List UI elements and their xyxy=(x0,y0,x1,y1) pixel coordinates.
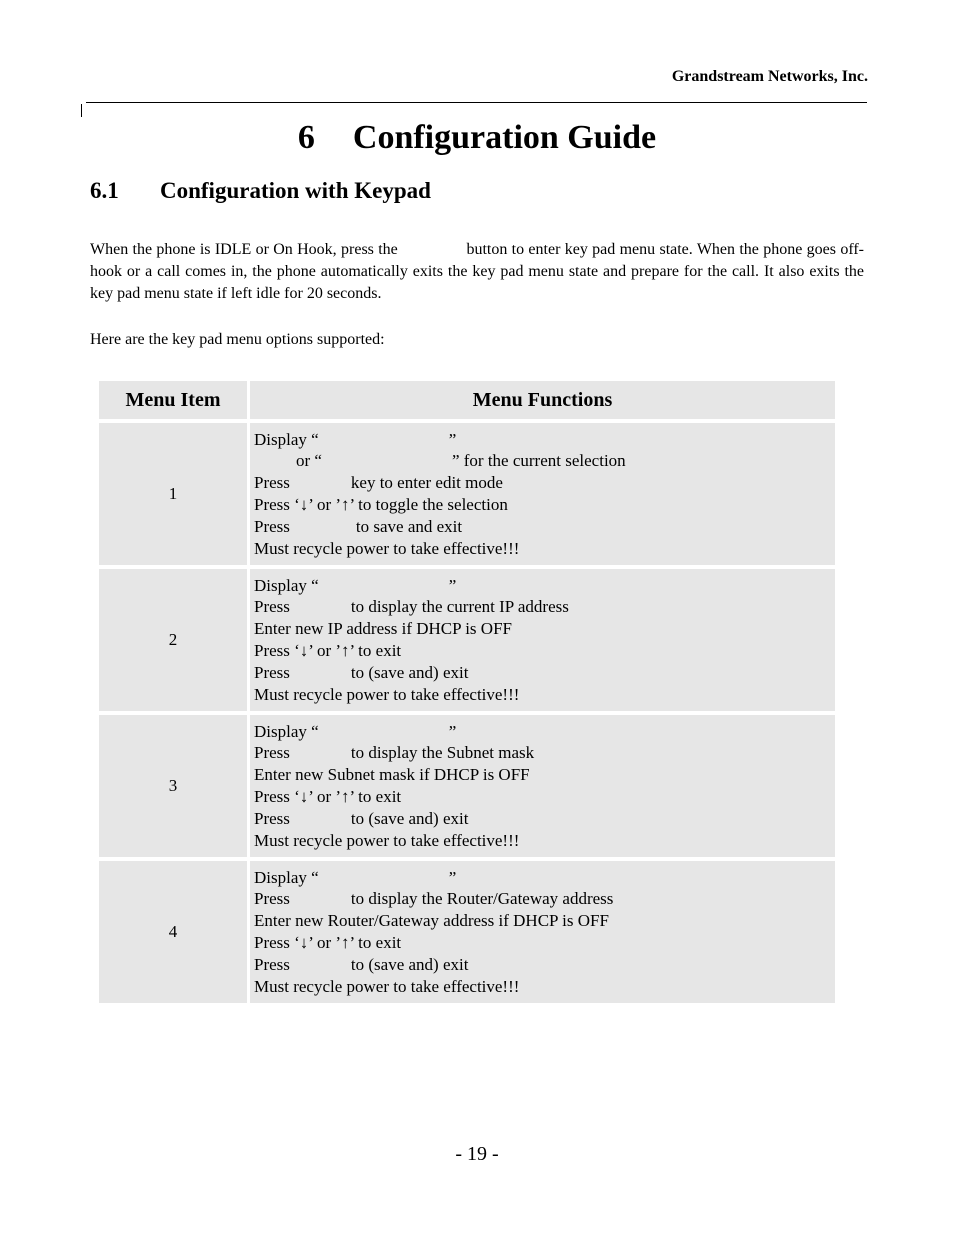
text-line: to display the Router/Gateway address xyxy=(350,889,614,909)
text-line: Press xyxy=(254,808,290,828)
text-line: ” xyxy=(448,721,457,741)
text-line: ” xyxy=(448,867,457,887)
text-line: Display “ xyxy=(254,429,319,449)
text-line: to (save and) exit xyxy=(350,808,469,828)
header-rule xyxy=(86,102,867,103)
menu-options-intro: Here are the key pad menu options supported: xyxy=(90,331,385,348)
table-row xyxy=(99,423,835,565)
chapter-title: Configuration Guide xyxy=(352,119,657,156)
table-row xyxy=(99,569,835,711)
text-line: ” xyxy=(448,429,457,449)
text-line: to display the current IP address xyxy=(350,597,569,617)
menu-functions-cell xyxy=(250,715,835,857)
text-line: to (save and) exit xyxy=(350,662,469,682)
text-line: Press xyxy=(254,889,290,909)
text-line: Press xyxy=(254,473,290,493)
paragraph-part-1: When the phone is IDLE or On Hook, press the xyxy=(90,241,398,258)
text-line: Enter new IP address if DHCP is OFF xyxy=(254,619,512,639)
text-line: Display “ xyxy=(254,721,319,741)
text-line: Press ‘↓’ or ’↑’ to exit xyxy=(254,933,402,952)
text-line: Press xyxy=(254,516,290,536)
text-line: Must recycle power to take effective!!! xyxy=(254,830,520,850)
section-heading xyxy=(90,176,431,206)
text-line: Press ‘↓’ or ’↑’ to toggle the selection xyxy=(254,495,508,514)
text-line: to display the Subnet mask xyxy=(350,743,535,763)
text-line: to save and exit xyxy=(355,516,463,536)
text-line: Must recycle power to take effective!!! xyxy=(254,976,520,996)
text-line: Enter new Subnet mask if DHCP is OFF xyxy=(254,765,530,785)
header-menu-functions: Menu Functions xyxy=(250,381,835,419)
text-line: ” for the current selection xyxy=(451,451,626,471)
menu-item-number: 3 xyxy=(99,715,247,857)
text-line: Press xyxy=(254,743,290,763)
keypad-menu-table xyxy=(96,377,838,1007)
text-line: Press xyxy=(254,597,290,617)
table-row xyxy=(99,861,835,1003)
menu-functions-cell xyxy=(250,423,835,565)
text-line: Display “ xyxy=(254,575,319,595)
intro-paragraph xyxy=(90,239,864,305)
company-name: Grandstream Networks, Inc. xyxy=(671,68,868,85)
paragraph-part-2: button to enter key pad menu state. When the phone goes off-hook or a call comes in, the phone automatically exits the key pad menu state and prepare for the call. It also exits the key pad menu state if left idle for 20 seconds. xyxy=(90,241,865,302)
text-line: Press xyxy=(254,662,290,682)
menu-functions-cell xyxy=(250,569,835,711)
text-line: key to enter edit mode xyxy=(350,473,503,493)
text-line: Press ‘↓’ or ’↑’ to exit xyxy=(254,787,402,806)
chapter-heading xyxy=(0,116,954,160)
text-line: Display “ xyxy=(254,867,319,887)
text-line: Enter new Router/Gateway address if DHCP is OFF xyxy=(254,911,609,931)
menu-item-number: 4 xyxy=(99,861,247,1003)
menu-functions-cell xyxy=(250,861,835,1003)
text-line: Must recycle power to take effective!!! xyxy=(254,684,520,704)
page-number: - 19 - xyxy=(455,1143,499,1165)
text-line: Press ‘↓’ or ’↑’ to exit xyxy=(254,641,402,660)
section-number: 6.1 xyxy=(90,178,119,203)
menu-item-number: 2 xyxy=(99,569,247,711)
header-menu-item: Menu Item xyxy=(99,381,247,419)
menu-item-number: 1 xyxy=(99,423,247,565)
table-row xyxy=(99,715,835,857)
text-line: Must recycle power to take effective!!! xyxy=(254,538,520,558)
text-line: to (save and) exit xyxy=(350,954,469,974)
text-line: or “ xyxy=(296,451,322,471)
chapter-number: 6 xyxy=(297,119,315,156)
text-line: Press xyxy=(254,954,290,974)
text-line: ” xyxy=(448,575,457,595)
section-title: Configuration with Keypad xyxy=(160,178,431,203)
